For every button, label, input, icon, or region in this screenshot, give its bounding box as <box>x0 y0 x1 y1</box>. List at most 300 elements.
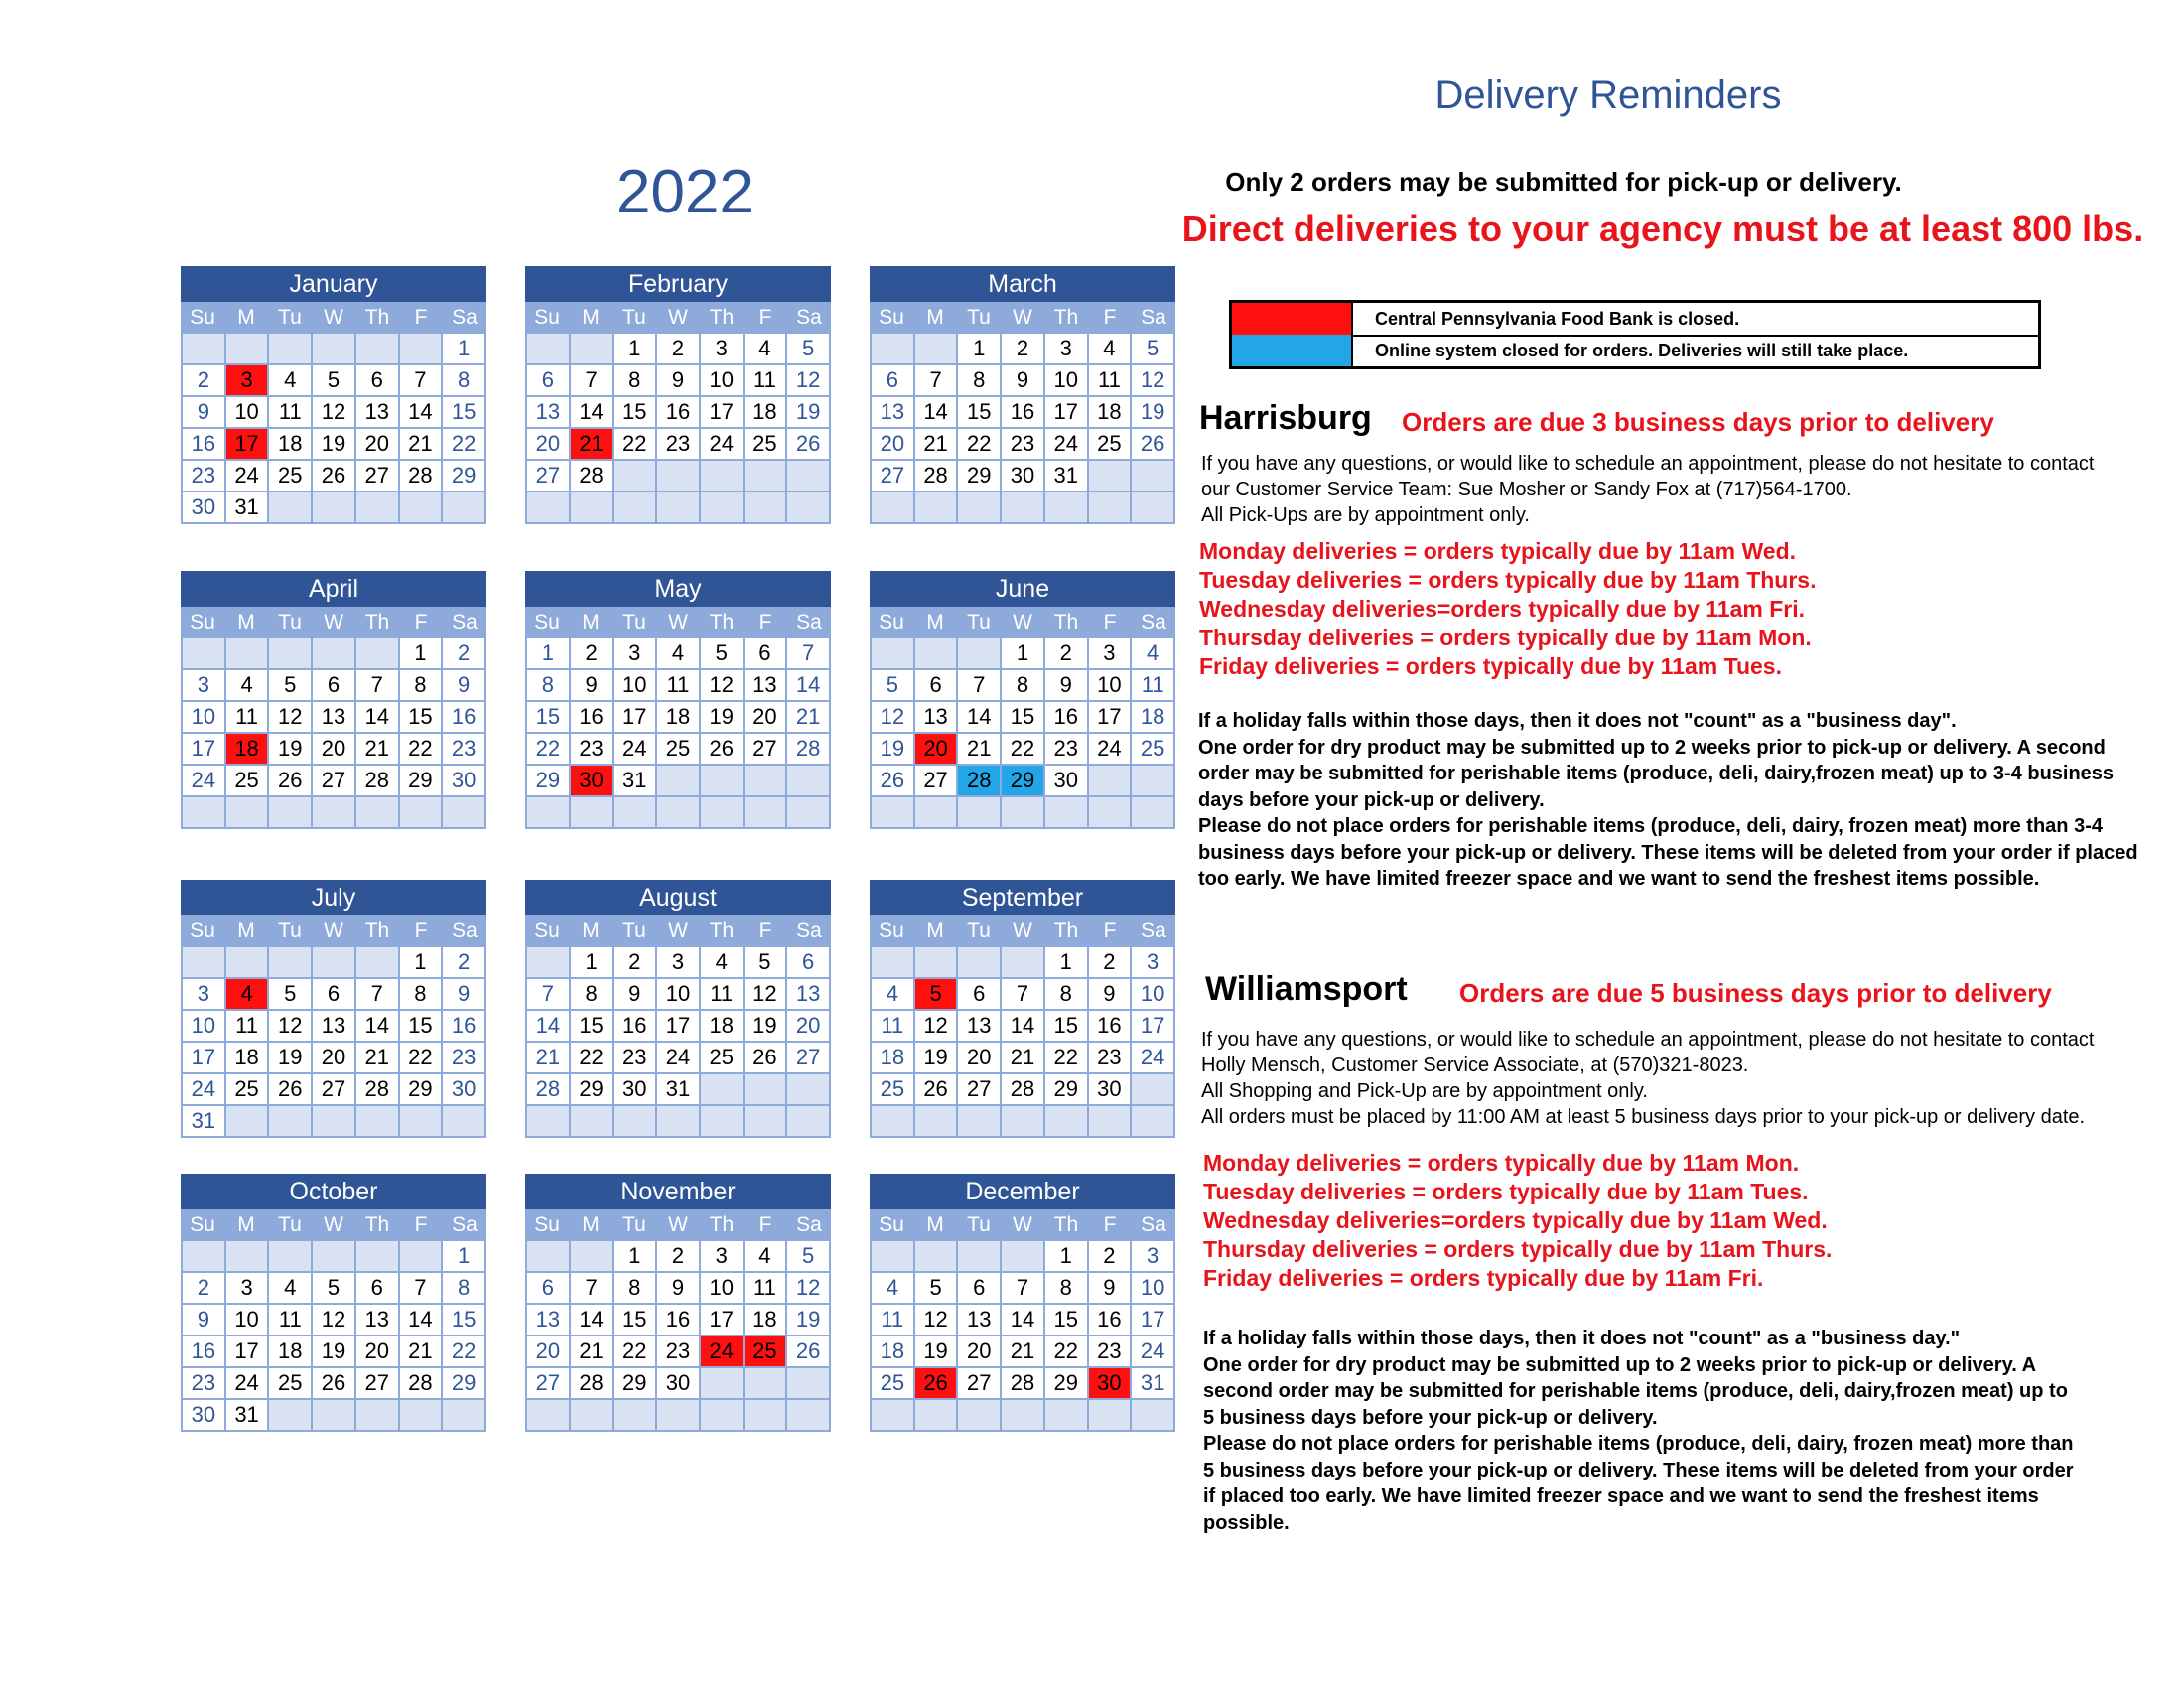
day-cell: 3 <box>657 947 699 977</box>
weekday-header <box>870 915 1175 947</box>
empty-cell <box>745 492 786 522</box>
day-cell: 25 <box>701 1043 743 1072</box>
day-cell: 14 <box>571 397 613 427</box>
day-cell: 11 <box>1132 670 1173 700</box>
legend <box>1229 300 2041 369</box>
day-cell: 4 <box>745 1241 786 1271</box>
day-cell: 5 <box>787 1241 829 1271</box>
weekday-label: Sa <box>796 306 822 329</box>
day-cell: 23 <box>183 461 224 491</box>
empty-cell <box>443 797 484 827</box>
legend-row-online <box>1232 335 2038 366</box>
day-cell: 17 <box>226 1336 268 1366</box>
empty-cell <box>183 797 224 827</box>
empty-cell <box>226 947 268 977</box>
empty-cell <box>657 797 699 827</box>
day-cell: 27 <box>527 461 569 491</box>
day-cell: 25 <box>1132 734 1173 764</box>
day-cell: 30 <box>443 1074 484 1104</box>
empty-cell <box>356 797 398 827</box>
day-cell-closed: 18 <box>226 734 268 764</box>
weekday-label: W <box>324 919 343 942</box>
day-cell: 6 <box>356 365 398 395</box>
day-cell: 12 <box>269 1011 311 1041</box>
day-cell: 7 <box>958 670 1000 700</box>
day-cell: 5 <box>745 947 786 977</box>
weekday-label: M <box>237 919 255 942</box>
day-cell: 19 <box>1132 397 1173 427</box>
harrisburg-heading: Harrisburg <box>1199 399 1372 437</box>
day-cell: 17 <box>701 1305 743 1335</box>
day-cell: 7 <box>400 1273 442 1303</box>
empty-cell <box>269 638 311 668</box>
weekday-header <box>870 1209 1175 1241</box>
weekday-label: M <box>582 1213 600 1236</box>
day-cell: 29 <box>1045 1368 1087 1398</box>
day-grid <box>870 1241 1175 1432</box>
day-cell: 10 <box>226 397 268 427</box>
day-cell: 10 <box>701 365 743 395</box>
day-cell: 8 <box>443 365 484 395</box>
day-cell: 25 <box>872 1368 913 1398</box>
day-cell: 3 <box>1132 947 1173 977</box>
empty-cell <box>872 334 913 363</box>
day-cell: 28 <box>571 461 613 491</box>
day-cell: 25 <box>745 429 786 459</box>
weekday-label: Su <box>190 919 215 942</box>
day-cell: 10 <box>1132 979 1173 1009</box>
day-cell: 4 <box>872 979 913 1009</box>
month-march <box>870 266 1175 524</box>
empty-cell <box>269 947 311 977</box>
empty-cell <box>400 1400 442 1430</box>
empty-cell <box>527 1241 569 1271</box>
day-cell: 27 <box>527 1368 569 1398</box>
day-cell: 15 <box>614 1305 655 1335</box>
day-cell: 17 <box>183 1043 224 1072</box>
day-grid <box>525 1241 831 1432</box>
day-cell: 12 <box>313 397 354 427</box>
day-cell: 19 <box>269 1043 311 1072</box>
day-cell: 3 <box>1045 334 1087 363</box>
day-cell: 29 <box>571 1074 613 1104</box>
weekday-label: Tu <box>622 306 646 329</box>
empty-cell <box>915 492 957 522</box>
weekday-label: W <box>1013 611 1032 633</box>
day-cell: 14 <box>1002 1305 1043 1335</box>
day-cell: 9 <box>443 670 484 700</box>
day-cell: 14 <box>356 1011 398 1041</box>
empty-cell <box>614 797 655 827</box>
weekday-label: M <box>237 1213 255 1236</box>
day-cell: 14 <box>571 1305 613 1335</box>
day-cell: 4 <box>745 334 786 363</box>
empty-cell <box>527 334 569 363</box>
day-cell: 12 <box>787 365 829 395</box>
day-grid <box>525 334 831 524</box>
harrisburg-schedule <box>1199 537 1816 681</box>
empty-cell <box>1002 492 1043 522</box>
empty-cell <box>915 334 957 363</box>
day-cell: 18 <box>872 1336 913 1366</box>
empty-cell <box>657 492 699 522</box>
day-cell: 19 <box>701 702 743 732</box>
day-cell: 27 <box>958 1368 1000 1398</box>
day-cell: 25 <box>872 1074 913 1104</box>
day-cell: 20 <box>313 734 354 764</box>
day-cell: 18 <box>269 1336 311 1366</box>
empty-cell <box>269 797 311 827</box>
day-cell: 28 <box>400 461 442 491</box>
day-cell: 5 <box>915 1273 957 1303</box>
day-cell: 17 <box>183 734 224 764</box>
day-cell: 27 <box>313 766 354 795</box>
day-cell: 22 <box>443 429 484 459</box>
day-grid <box>870 638 1175 829</box>
empty-cell <box>269 334 311 363</box>
day-cell: 31 <box>614 766 655 795</box>
day-cell: 26 <box>787 1336 829 1366</box>
day-cell: 30 <box>657 1368 699 1398</box>
day-cell: 21 <box>958 734 1000 764</box>
day-cell: 24 <box>226 1368 268 1398</box>
day-cell: 6 <box>787 947 829 977</box>
day-cell: 26 <box>701 734 743 764</box>
empty-cell <box>787 1368 829 1398</box>
day-cell: 21 <box>527 1043 569 1072</box>
empty-cell <box>1002 947 1043 977</box>
empty-cell <box>745 766 786 795</box>
day-cell: 11 <box>269 397 311 427</box>
day-cell: 10 <box>226 1305 268 1335</box>
day-cell: 18 <box>1132 702 1173 732</box>
day-grid <box>525 947 831 1138</box>
weekday-label: Tu <box>622 1213 646 1236</box>
empty-cell <box>787 1400 829 1430</box>
day-cell: 20 <box>356 1336 398 1366</box>
day-cell: 17 <box>614 702 655 732</box>
empty-cell <box>183 638 224 668</box>
day-cell: 1 <box>571 947 613 977</box>
day-cell: 13 <box>915 702 957 732</box>
day-cell: 29 <box>1045 1074 1087 1104</box>
day-cell: 6 <box>958 979 1000 1009</box>
note-line: too early. We have limited freezer space and we want to send the freshest items possible. <box>1198 868 2040 890</box>
schedule-line: Wednesday deliveries=orders typically due by 11am Fri. <box>1199 596 1805 622</box>
day-cell: 1 <box>614 1241 655 1271</box>
day-cell: 22 <box>1002 734 1043 764</box>
weekday-label: Sa <box>1141 306 1166 329</box>
month-name: April <box>181 571 486 607</box>
day-cell-closed: 26 <box>915 1368 957 1398</box>
day-cell: 4 <box>269 1273 311 1303</box>
contact-line: All Pick-Ups are by appointment only. <box>1201 504 1530 526</box>
day-cell: 8 <box>443 1273 484 1303</box>
note-line: Please do not place orders for perishable items (produce, deli, dairy, frozen meat) more than <box>1203 1433 2074 1455</box>
day-cell: 30 <box>1002 461 1043 491</box>
harrisburg-contact <box>1201 451 2094 528</box>
day-cell: 16 <box>657 397 699 427</box>
day-cell: 19 <box>745 1011 786 1041</box>
day-cell: 30 <box>1045 766 1087 795</box>
day-cell: 19 <box>313 429 354 459</box>
day-cell: 28 <box>787 734 829 764</box>
weekday-label: Sa <box>452 306 478 329</box>
day-cell: 16 <box>614 1011 655 1041</box>
day-cell: 24 <box>1089 734 1131 764</box>
empty-cell <box>313 638 354 668</box>
empty-cell <box>269 1241 311 1271</box>
empty-cell <box>1132 766 1173 795</box>
day-cell: 1 <box>958 334 1000 363</box>
month-october <box>181 1174 486 1432</box>
day-cell: 4 <box>226 670 268 700</box>
weekday-label: F <box>1103 611 1117 633</box>
day-cell: 15 <box>958 397 1000 427</box>
weekday-label: Sa <box>796 1213 822 1236</box>
month-name: October <box>181 1174 486 1209</box>
contact-line: our Customer Service Team: Sue Mosher or Sandy Fox at (717)564-1700. <box>1201 479 1852 500</box>
empty-cell <box>571 492 613 522</box>
day-cell: 1 <box>443 1241 484 1271</box>
day-cell: 28 <box>571 1368 613 1398</box>
empty-cell <box>443 1400 484 1430</box>
day-cell: 13 <box>527 1305 569 1335</box>
empty-cell <box>915 797 957 827</box>
day-cell: 11 <box>745 1273 786 1303</box>
day-cell: 15 <box>443 397 484 427</box>
empty-cell <box>1089 1400 1131 1430</box>
day-cell: 11 <box>226 702 268 732</box>
empty-cell <box>701 492 743 522</box>
day-cell: 19 <box>787 1305 829 1335</box>
day-cell-closed: 5 <box>915 979 957 1009</box>
day-cell: 22 <box>958 429 1000 459</box>
day-cell: 3 <box>183 979 224 1009</box>
day-cell: 23 <box>657 1336 699 1366</box>
williamsport-schedule <box>1203 1149 1832 1293</box>
schedule-line: Wednesday deliveries=orders typically due by 11am Wed. <box>1203 1207 1828 1233</box>
empty-cell <box>915 947 957 977</box>
weekday-header <box>870 302 1175 334</box>
day-cell: 29 <box>443 461 484 491</box>
day-cell: 8 <box>1045 1273 1087 1303</box>
day-cell: 15 <box>443 1305 484 1335</box>
weekday-label: W <box>1013 1213 1032 1236</box>
day-cell: 7 <box>915 365 957 395</box>
weekday-label: Th <box>709 919 735 942</box>
weekday-label: Th <box>364 919 390 942</box>
day-cell: 10 <box>183 1011 224 1041</box>
day-cell: 21 <box>1002 1336 1043 1366</box>
day-cell: 14 <box>915 397 957 427</box>
day-cell: 19 <box>269 734 311 764</box>
day-cell: 2 <box>1002 334 1043 363</box>
weekday-header <box>181 915 486 947</box>
empty-cell <box>313 1106 354 1136</box>
empty-cell <box>226 797 268 827</box>
empty-cell <box>1045 492 1087 522</box>
williamsport-notes <box>1203 1326 2074 1536</box>
weekday-header <box>181 302 486 334</box>
empty-cell <box>657 1400 699 1430</box>
day-cell: 12 <box>872 702 913 732</box>
empty-cell <box>1002 1106 1043 1136</box>
day-cell: 4 <box>657 638 699 668</box>
empty-cell <box>1089 492 1131 522</box>
day-cell: 15 <box>614 397 655 427</box>
day-cell-closed: 24 <box>701 1336 743 1366</box>
empty-cell <box>1045 1106 1087 1136</box>
empty-cell <box>527 492 569 522</box>
day-cell: 20 <box>787 1011 829 1041</box>
day-cell: 11 <box>269 1305 311 1335</box>
day-cell: 26 <box>313 1368 354 1398</box>
harrisburg-due-rule: Orders are due 3 business days prior to delivery <box>1402 407 1994 437</box>
weekday-label: W <box>1013 306 1032 329</box>
day-cell: 14 <box>958 702 1000 732</box>
month-name: May <box>525 571 831 607</box>
day-cell: 14 <box>400 1305 442 1335</box>
note-line: if placed too early. We have limited freezer space and we want to send the freshest items <box>1203 1485 2039 1507</box>
day-cell: 26 <box>269 1074 311 1104</box>
contact-line: All Shopping and Pick-Up are by appointment only. <box>1201 1080 1648 1102</box>
day-cell: 29 <box>958 461 1000 491</box>
day-cell: 19 <box>915 1043 957 1072</box>
day-cell: 5 <box>1132 334 1173 363</box>
day-cell: 25 <box>269 1368 311 1398</box>
empty-cell <box>226 1241 268 1271</box>
day-cell: 8 <box>614 1273 655 1303</box>
empty-cell <box>527 797 569 827</box>
weekday-header <box>525 1209 831 1241</box>
empty-cell <box>701 766 743 795</box>
day-cell: 12 <box>915 1305 957 1335</box>
day-cell: 26 <box>745 1043 786 1072</box>
day-cell: 2 <box>183 1273 224 1303</box>
day-cell: 16 <box>1089 1011 1131 1041</box>
day-cell: 24 <box>1132 1336 1173 1366</box>
note-line: If a holiday falls within those days, then it does not "count" as a "business day". <box>1198 710 1957 732</box>
weekday-label: W <box>668 919 688 942</box>
month-february <box>525 266 831 524</box>
month-april <box>181 571 486 829</box>
weekday-label: Su <box>879 611 904 633</box>
weekday-label: Tu <box>278 306 302 329</box>
empty-cell <box>527 947 569 977</box>
day-cell: 18 <box>226 1043 268 1072</box>
empty-cell <box>1002 1241 1043 1271</box>
day-cell: 21 <box>356 734 398 764</box>
day-cell: 23 <box>1002 429 1043 459</box>
empty-cell <box>787 492 829 522</box>
day-cell: 31 <box>226 492 268 522</box>
day-cell: 16 <box>1089 1305 1131 1335</box>
day-cell: 13 <box>958 1011 1000 1041</box>
weekday-label: Sa <box>1141 919 1166 942</box>
day-cell: 30 <box>443 766 484 795</box>
weekday-label: Sa <box>796 919 822 942</box>
day-cell: 20 <box>958 1043 1000 1072</box>
day-cell: 29 <box>614 1368 655 1398</box>
day-cell: 22 <box>400 1043 442 1072</box>
weekday-label: Tu <box>967 919 991 942</box>
day-cell: 9 <box>1089 979 1131 1009</box>
day-cell: 1 <box>614 334 655 363</box>
day-cell: 20 <box>527 429 569 459</box>
day-cell: 16 <box>183 429 224 459</box>
day-cell: 10 <box>1089 670 1131 700</box>
day-cell: 11 <box>872 1011 913 1041</box>
day-cell: 21 <box>1002 1043 1043 1072</box>
empty-cell <box>958 1106 1000 1136</box>
day-cell: 3 <box>701 1241 743 1271</box>
day-cell-online-closed: 28 <box>958 766 1000 795</box>
day-cell: 23 <box>1045 734 1087 764</box>
day-cell: 21 <box>571 1336 613 1366</box>
month-august <box>525 880 831 1138</box>
weekday-label: M <box>926 611 944 633</box>
empty-cell <box>915 1400 957 1430</box>
day-cell: 23 <box>1089 1043 1131 1072</box>
day-cell: 2 <box>657 1241 699 1271</box>
note-line: If a holiday falls within those days, then it does not "count" as a "business day." <box>1203 1328 1961 1349</box>
day-cell: 31 <box>226 1400 268 1430</box>
day-cell-closed: 4 <box>226 979 268 1009</box>
month-september <box>870 880 1175 1138</box>
weekday-header <box>525 607 831 638</box>
empty-cell <box>787 1074 829 1104</box>
day-cell: 12 <box>787 1273 829 1303</box>
schedule-line: Monday deliveries = orders typically due by 11am Wed. <box>1199 538 1797 564</box>
empty-cell <box>872 1241 913 1271</box>
day-cell: 9 <box>657 365 699 395</box>
weekday-label: F <box>758 1213 772 1236</box>
note-line: Please do not place orders for perishable items (produce, deli, dairy, frozen meat) more than 3-4 <box>1198 815 2103 837</box>
weekday-header <box>181 607 486 638</box>
day-cell: 20 <box>527 1336 569 1366</box>
day-cell: 22 <box>614 429 655 459</box>
day-cell: 8 <box>571 979 613 1009</box>
day-cell: 15 <box>1002 702 1043 732</box>
day-cell: 22 <box>1045 1336 1087 1366</box>
empty-cell <box>1089 797 1131 827</box>
empty-cell <box>443 492 484 522</box>
year-heading: 2022 <box>616 158 753 226</box>
empty-cell <box>872 638 913 668</box>
weekday-label: Sa <box>1141 1213 1166 1236</box>
day-cell: 8 <box>1002 670 1043 700</box>
empty-cell <box>313 797 354 827</box>
weekday-header <box>870 607 1175 638</box>
day-cell: 4 <box>269 365 311 395</box>
day-cell: 3 <box>226 1273 268 1303</box>
weekday-label: W <box>668 306 688 329</box>
weekday-label: Th <box>709 1213 735 1236</box>
day-cell: 20 <box>872 429 913 459</box>
weekday-label: Sa <box>452 919 478 942</box>
empty-cell <box>400 1106 442 1136</box>
day-cell: 15 <box>1045 1305 1087 1335</box>
day-cell: 7 <box>787 638 829 668</box>
day-cell: 6 <box>745 638 786 668</box>
day-cell-closed: 3 <box>226 365 268 395</box>
month-name: November <box>525 1174 831 1209</box>
weekday-label: W <box>324 611 343 633</box>
empty-cell <box>1002 797 1043 827</box>
day-cell: 2 <box>443 947 484 977</box>
day-cell: 22 <box>614 1336 655 1366</box>
